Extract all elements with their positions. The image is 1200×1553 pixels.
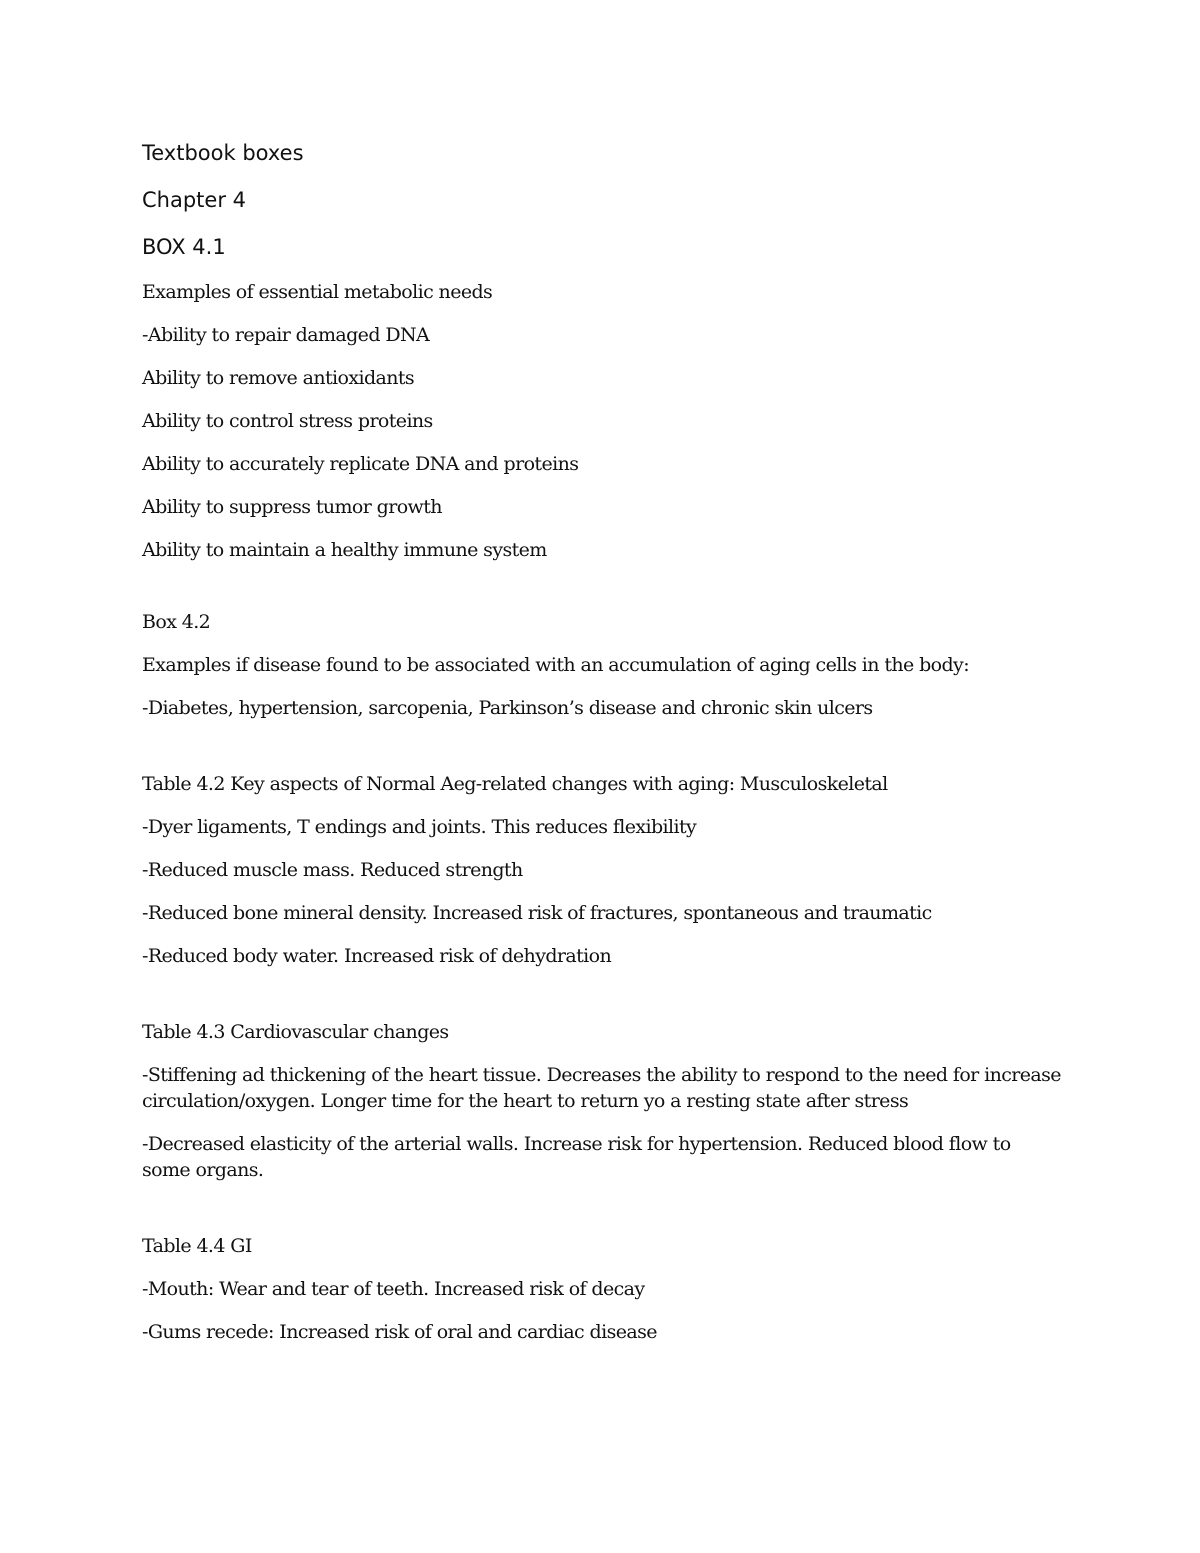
box-4-1-item: Ability to suppress tumor growth — [142, 496, 442, 518]
box-4-2-heading: Box 4.2 — [142, 611, 211, 633]
chapter-heading: Chapter 4 — [142, 188, 246, 212]
box-4-2-intro: Examples if disease found to be associated with an accumulation of aging cells in the body: — [142, 654, 969, 676]
table-4-4-item: -Gums recede: Increased risk of oral and cardiac disease — [142, 1321, 657, 1343]
box-4-2-item: -Diabetes, hypertension, sarcopenia, Parkinson’s disease and chronic skin ulcers — [142, 697, 873, 719]
document-content — [142, 138, 1062, 1362]
table-4-2-heading: Table 4.2 Key aspects of Normal Aeg-related changes with aging: Musculoskeletal — [142, 773, 888, 795]
table-4-4-item: -Mouth: Wear and tear of teeth. Increased risk of decay — [142, 1278, 645, 1300]
table-4-3-heading: Table 4.3 Cardiovascular changes — [142, 1021, 449, 1043]
table-4-2-item: -Reduced muscle mass. Reduced strength — [142, 859, 523, 881]
box-4-1-intro: Examples of essential metabolic needs — [142, 281, 493, 303]
box-4-1-item: -Ability to repair damaged DNA — [142, 324, 430, 346]
spacer — [142, 580, 1062, 609]
table-4-3-item: -Decreased elasticity of the arterial walls. Increase risk for hypertension. Reduced blood flow to some organs. — [142, 1133, 1011, 1181]
box-4-1-heading: BOX 4.1 — [142, 235, 226, 259]
table-4-2-item: -Reduced bone mineral density. Increased risk of fractures, spontaneous and traumatic — [142, 902, 932, 924]
table-4-2-item: -Reduced body water. Increased risk of dehydration — [142, 945, 612, 967]
document-title: Textbook boxes — [142, 141, 304, 165]
spacer — [142, 1200, 1062, 1233]
box-4-1-item: Ability to control stress proteins — [142, 410, 433, 432]
spacer — [142, 738, 1062, 771]
box-4-1-item: Ability to accurately replicate DNA and proteins — [142, 453, 579, 475]
box-4-1-item: Ability to maintain a healthy immune system — [142, 539, 547, 561]
spacer — [142, 986, 1062, 1019]
box-4-1-item: Ability to remove antioxidants — [142, 367, 415, 389]
table-4-2-item: -Dyer ligaments, T endings and joints. This reduces flexibility — [142, 816, 697, 838]
table-4-4-heading: Table 4.4 GI — [142, 1235, 252, 1257]
table-4-3-item: -Stiffening ad thickening of the heart tissue. Decreases the ability to respond to the need for increase circulation/oxygen. Longer time for the heart to return yo a resting state after stress — [142, 1064, 1061, 1112]
